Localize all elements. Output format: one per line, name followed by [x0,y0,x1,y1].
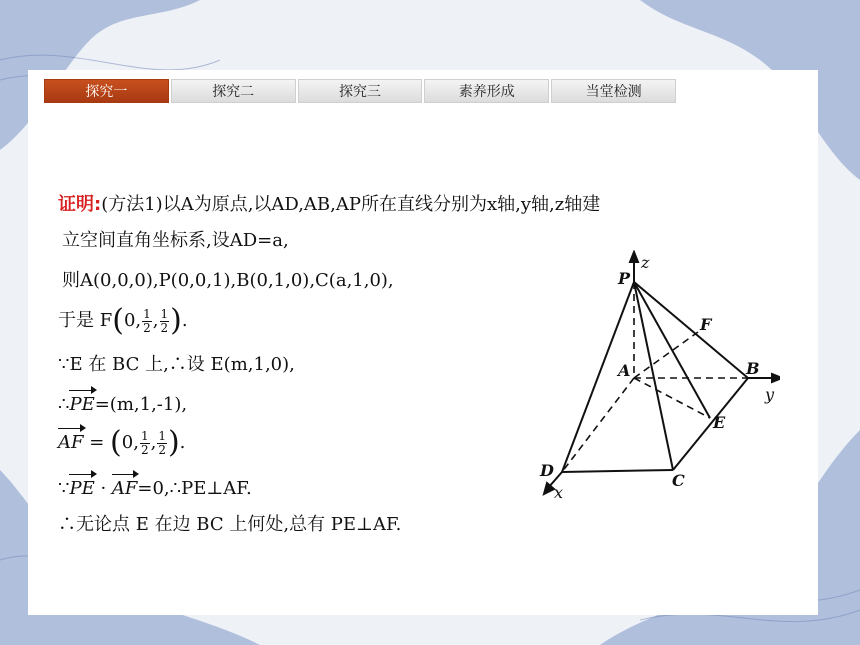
tab-in-class-test[interactable]: 当堂检测 [551,79,676,103]
proof-line-9: ∴无论点 E 在边 BC 上何处,总有 PE⊥AF. [58,514,402,535]
proof-line-2: 立空间直角坐标系,设AD=a, [62,230,289,251]
vector-af: AF [112,472,138,506]
pyramid-diagram [538,250,780,500]
label-x: x [554,483,564,500]
label-f: F [700,315,712,334]
label-a: A [618,361,631,380]
pyramid-figure [538,250,780,500]
fraction-half: $\frac{1}{2}$ [140,428,149,457]
proof-label: 证明: [58,194,102,215]
proof-line-7: AF = (0, $\frac{1}{2}$ , $\frac{1}{2}$ ). [58,425,186,460]
label-b: B [746,359,760,378]
proof-line-6: ∴PE=(m,1,-1), [58,388,187,422]
label-y: y [765,385,775,404]
label-e: E [713,413,726,432]
tab-bar [44,79,676,103]
label-p: P [618,269,631,288]
proof-line-8: ∵PE · AF=0,∴PE⊥AF. [58,472,252,506]
vector-pe: PE [69,388,94,422]
tab-explore-2[interactable]: 探究二 [171,79,296,103]
label-c: C [672,471,685,490]
label-z: z [641,253,650,272]
tab-explore-3[interactable]: 探究三 [298,79,423,103]
tab-literacy[interactable]: 素养形成 [424,79,549,103]
proof-line-4: 于是 F(0, $\frac{1}{2}$ , $\frac{1}{2}$ ). [58,303,188,338]
vector-af: AF [58,426,84,460]
proof-line-5: ∵E 在 BC 上,∴设 E(m,1,0), [58,354,295,375]
fraction-half: $\frac{1}{2}$ [143,306,151,335]
label-d: D [540,461,554,480]
tab-explore-1[interactable]: 探究一 [44,79,169,103]
fraction-half: $\frac{1}{2}$ [158,428,166,457]
fraction-half: $\frac{1}{2}$ [160,306,169,335]
proof-line-1: 证明:(方法1)以A为原点,以AD,AB,AP所在直线分别为x轴,y轴,z轴建 [58,194,601,215]
proof-line-3: 则A(0,0,0),P(0,0,1),B(0,1,0),C(a,1,0), [62,270,394,291]
vector-pe: PE [69,472,94,506]
